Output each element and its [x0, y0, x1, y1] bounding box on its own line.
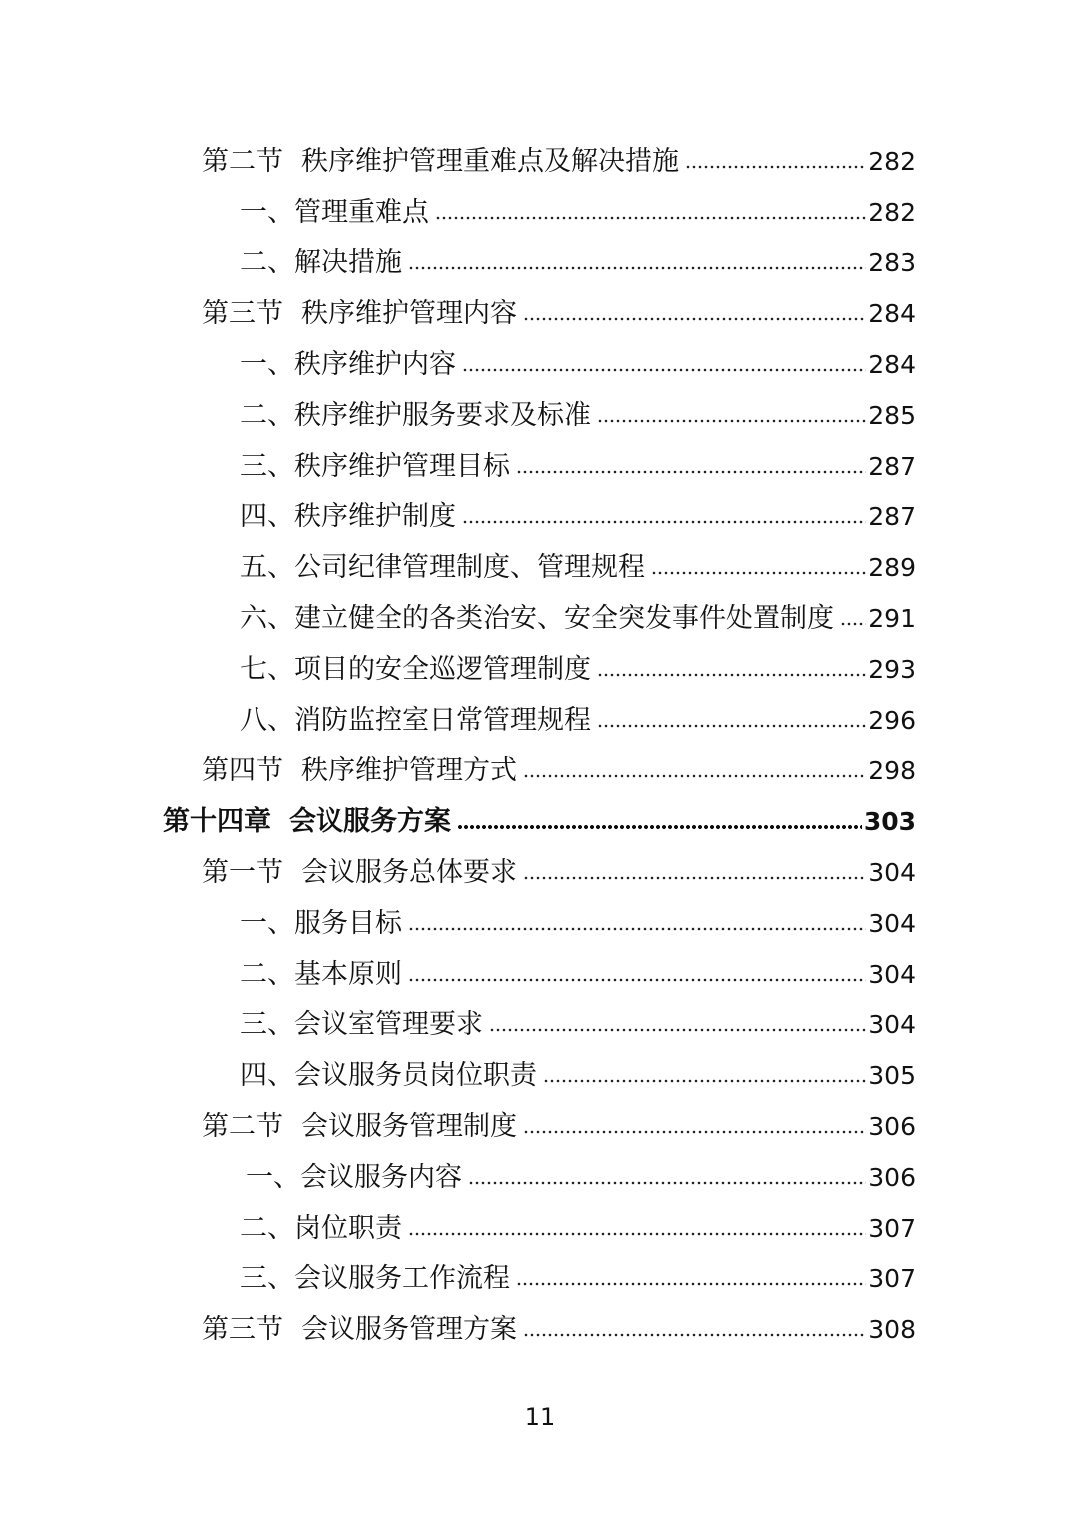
toc-entry-number: 第三节	[202, 1314, 283, 1346]
dot-leader	[408, 265, 866, 271]
dot-leader	[468, 1180, 866, 1186]
toc-entry-title: 会议服务方案	[289, 806, 451, 838]
toc-entry-section[interactable]	[0, 746, 1080, 797]
toc-entry-item[interactable]	[0, 1203, 1080, 1254]
toc-entry-number: 五、	[240, 552, 294, 584]
toc-entry-page: 289	[868, 553, 916, 583]
dot-leader	[523, 1129, 866, 1135]
toc-entry-page: 282	[868, 197, 916, 227]
toc-entry-item-x[interactable]	[0, 1152, 1080, 1203]
toc-entry-section[interactable]	[0, 288, 1080, 339]
toc-entry-number: 第四节	[202, 755, 283, 787]
toc-entry-page: 304	[868, 1010, 916, 1040]
toc-entry-title: 秩序维护管理目标	[294, 450, 510, 482]
dot-leader	[523, 1332, 866, 1338]
toc-entry-number: 第三节	[202, 298, 283, 330]
toc-entry-page: 305	[868, 1061, 916, 1091]
dot-leader	[840, 621, 866, 627]
dot-leader	[408, 1231, 866, 1237]
toc-entry-title: 秩序维护管理重难点及解决措施	[301, 145, 679, 177]
toc-entry-page: 296	[868, 705, 916, 735]
toc-entry-item[interactable]	[0, 390, 1080, 441]
toc-entry-page: 304	[868, 959, 916, 989]
toc-entry-page: 306	[868, 1112, 916, 1142]
dot-leader	[489, 1027, 866, 1033]
toc-entry-number: 三、	[240, 1009, 294, 1041]
toc-entry-title: 秩序维护制度	[294, 501, 456, 533]
toc-entry-page: 308	[868, 1315, 916, 1345]
dot-leader	[543, 1078, 866, 1084]
dot-leader	[597, 418, 866, 424]
toc-entry-number: 三、	[240, 1263, 294, 1295]
toc-entry-number: 二、	[240, 1212, 294, 1244]
toc-entry-title: 秩序维护管理内容	[301, 298, 517, 330]
toc-entry-number: 第十四章	[163, 806, 271, 838]
toc-entry-page: 303	[863, 807, 916, 837]
toc-entry-item[interactable]	[0, 238, 1080, 289]
toc-entry-number: 三、	[240, 450, 294, 482]
toc-entry-title: 会议服务管理制度	[301, 1111, 517, 1143]
toc-entry-title: 会议服务员岗位职责	[294, 1060, 537, 1092]
toc-entry-item[interactable]	[0, 695, 1080, 746]
toc-entry-number: 四、	[240, 1060, 294, 1092]
toc-entry-title: 基本原则	[294, 958, 402, 990]
toc-entry-item[interactable]	[0, 593, 1080, 644]
toc-entry-section[interactable]	[0, 1304, 1080, 1355]
toc-entry-item[interactable]	[0, 898, 1080, 949]
toc-entry-title: 项目的安全巡逻管理制度	[294, 653, 591, 685]
toc-entry-number: 一、	[246, 1161, 300, 1193]
toc-entry-title: 解决措施	[294, 247, 402, 279]
toc-entry-item[interactable]	[0, 1254, 1080, 1305]
toc-entry-page: 282	[868, 146, 916, 176]
toc-entry-number: 七、	[240, 653, 294, 685]
toc-entry-section[interactable]	[0, 1101, 1080, 1152]
toc-entry-number: 二、	[240, 247, 294, 279]
toc-entry-page: 285	[868, 400, 916, 430]
dot-leader	[597, 723, 866, 729]
toc-entry-number: 第一节	[202, 857, 283, 889]
dot-leader	[685, 164, 866, 170]
toc-entry-number: 一、	[240, 907, 294, 939]
dot-leader	[516, 469, 866, 475]
toc-entry-title: 秩序维护服务要求及标准	[294, 399, 591, 431]
toc-entry-page: 284	[868, 350, 916, 380]
table-of-contents	[0, 136, 1080, 1355]
dot-leader	[408, 977, 866, 983]
dot-leader	[523, 316, 866, 322]
toc-entry-number: 第二节	[202, 1111, 283, 1143]
toc-entry-title: 秩序维护管理方式	[301, 755, 517, 787]
toc-entry-number: 一、	[240, 196, 294, 228]
toc-entry-item[interactable]	[0, 949, 1080, 1000]
toc-entry-title: 服务目标	[294, 907, 402, 939]
toc-entry-section[interactable]	[0, 847, 1080, 898]
toc-entry-title: 公司纪律管理制度、管理规程	[294, 552, 645, 584]
dot-leader	[462, 367, 866, 373]
toc-entry-title: 会议服务内容	[300, 1161, 462, 1193]
toc-entry-page: 307	[868, 1264, 916, 1294]
toc-entry-title: 会议服务总体要求	[301, 857, 517, 889]
dot-leader	[435, 215, 866, 221]
toc-entry-title: 岗位职责	[294, 1212, 402, 1244]
toc-entry-title: 秩序维护内容	[294, 349, 456, 381]
dot-leader	[597, 672, 866, 678]
toc-entry-title: 会议服务管理方案	[301, 1314, 517, 1346]
toc-entry-page: 284	[868, 299, 916, 329]
toc-entry-page: 298	[868, 756, 916, 786]
toc-entry-chapter[interactable]	[0, 796, 1080, 847]
toc-entry-number: 六、	[240, 603, 294, 635]
dot-leader	[408, 926, 866, 932]
toc-entry-item[interactable]	[0, 1000, 1080, 1051]
toc-entry-number: 一、	[240, 349, 294, 381]
toc-entry-page: 306	[868, 1162, 916, 1192]
toc-entry-number: 四、	[240, 501, 294, 533]
toc-entry-page: 307	[868, 1213, 916, 1243]
toc-entry-title: 建立健全的各类治安、安全突发事件处置制度	[294, 603, 834, 635]
toc-entry-page: 304	[868, 858, 916, 888]
dot-leader	[523, 773, 866, 779]
toc-entry-page: 287	[868, 502, 916, 532]
toc-entry-item[interactable]	[0, 187, 1080, 238]
toc-entry-item[interactable]	[0, 644, 1080, 695]
toc-entry-page: 293	[868, 654, 916, 684]
toc-entry-item[interactable]	[0, 492, 1080, 543]
toc-entry-item[interactable]	[0, 542, 1080, 593]
toc-entry-title: 消防监控室日常管理规程	[294, 704, 591, 736]
dot-leader	[651, 570, 866, 576]
toc-entry-section[interactable]	[0, 136, 1080, 187]
toc-entry-title: 管理重难点	[294, 196, 429, 228]
toc-entry-page: 304	[868, 908, 916, 938]
dot-leader	[516, 1281, 866, 1287]
toc-entry-number: 二、	[240, 399, 294, 431]
toc-entry-title: 会议室管理要求	[294, 1009, 483, 1041]
page-number: 11	[524, 1403, 556, 1431]
toc-entry-item[interactable]	[0, 339, 1080, 390]
toc-entry-number: 第二节	[202, 145, 283, 177]
toc-entry-item[interactable]	[0, 441, 1080, 492]
toc-entry-page: 291	[868, 604, 916, 634]
toc-entry-title: 会议服务工作流程	[294, 1263, 510, 1295]
toc-entry-page: 287	[868, 451, 916, 481]
toc-entry-number: 二、	[240, 958, 294, 990]
toc-entry-page: 283	[868, 248, 916, 278]
dot-leader	[462, 519, 866, 525]
dot-leader	[457, 824, 862, 830]
dot-leader	[523, 875, 866, 881]
toc-entry-number: 八、	[240, 704, 294, 736]
toc-entry-item[interactable]	[0, 1050, 1080, 1101]
